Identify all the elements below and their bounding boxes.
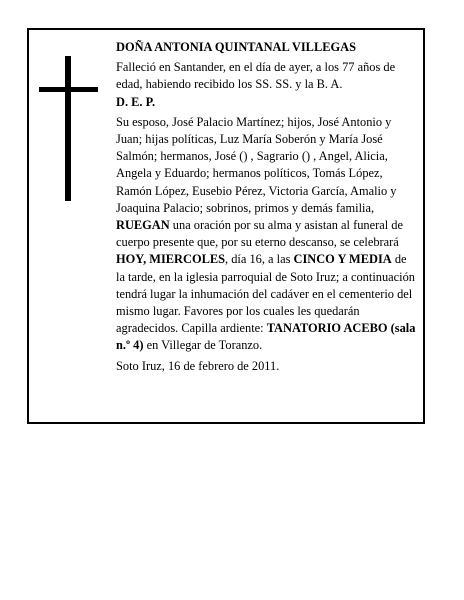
place-text: de la tarde, en la iglesia parroquial de Soto Iruz; a continuación tendrá lugar la inhumación del cadáver en el cementerio del mismo lugar. Favores por los cuales les quedarán agradecidos. Capilla ardiente: — [116, 252, 415, 336]
date-text: , día 16, a las — [225, 252, 294, 267]
family-paragraph — [116, 114, 418, 355]
intro-paragraph — [116, 59, 418, 111]
dep-text: D. E. P. — [116, 94, 156, 109]
ruegan-text: RUEGAN — [116, 218, 170, 233]
obituary-frame — [27, 28, 425, 424]
deceased-name: DOÑA ANTONIA QUINTANAL VILLEGAS — [116, 40, 356, 54]
obituary-text — [116, 39, 418, 378]
cross-icon — [39, 56, 99, 201]
family-text: Su esposo, José Palacio Martínez; hijos, José Antonio y Juan; hijas políticas, Luz María Soberón y María José Salmón; hermanos, José () , Sagrario () , Angel, Alicia, Angela y Eduardo; hermanos políticos, Tomás López, Ramón López, Eusebio Pérez, Victoria García, Amalio y Joaquina Palacio; sobrinos, primos y demás familia, — [116, 114, 397, 215]
location-text: en Villegar de Toranzo. — [143, 338, 263, 353]
intro-text: Falleció en Santander, en el día de ayer, a los 77 años de edad, habiendo recibido los SS. SS. y la B. A. — [116, 60, 396, 92]
footer-text: Soto Iruz, 16 de febrero de 2011. — [116, 358, 280, 373]
cross-vertical-bar — [65, 56, 71, 201]
day-text: HOY, MIERCOLES — [116, 252, 226, 267]
chapel-text: TANATORIO ACEBO (sala n.º 4) — [116, 321, 416, 353]
time-text: CINCO Y MEDIA — [293, 252, 392, 267]
cross-horizontal-bar — [39, 87, 98, 92]
request-text: una oración por su alma y asistan al funeral de cuerpo presente que, por su eterno descanso, se celebrará — [116, 218, 403, 250]
